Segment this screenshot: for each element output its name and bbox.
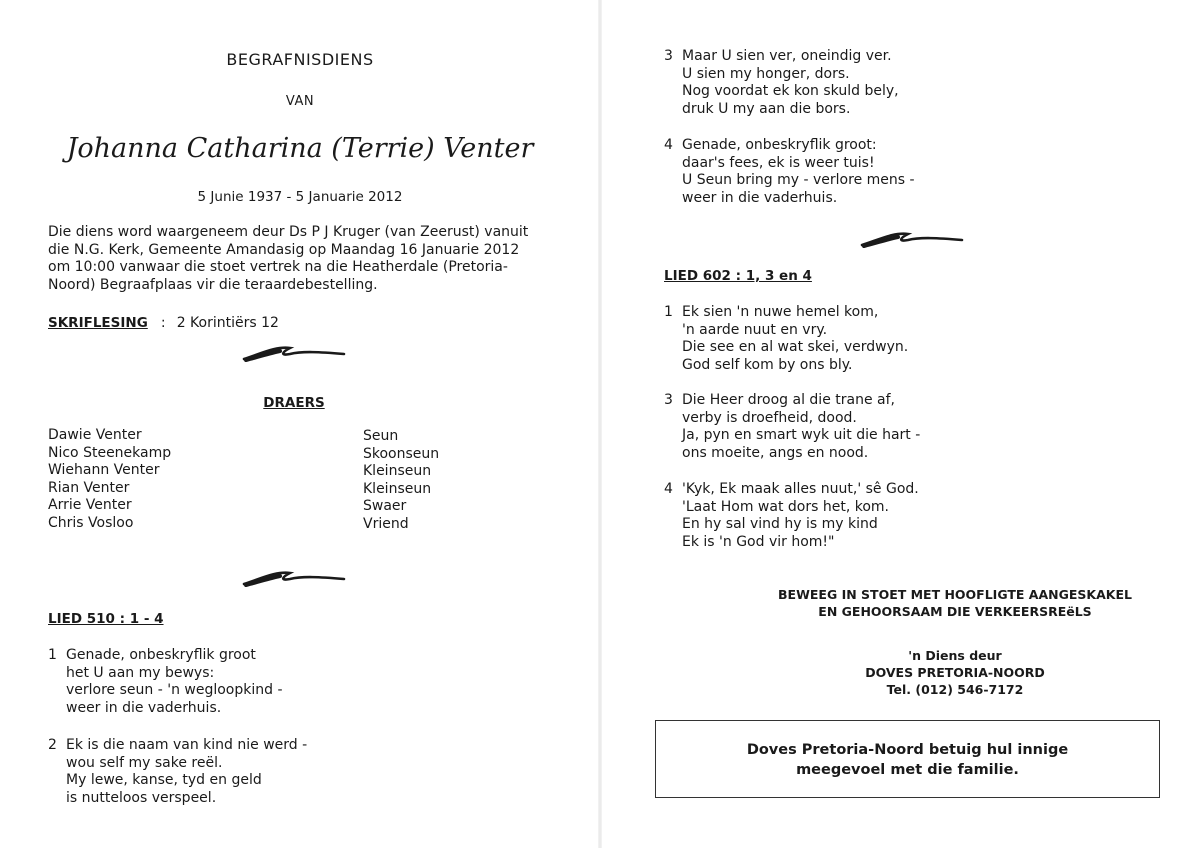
program-title: BEGRAFNISDIENS [226, 50, 374, 69]
stanza-line: Nog voordat ek kon skuld bely, [682, 83, 899, 99]
stanza-number: 3 [664, 392, 673, 408]
stanza-line: Genade, onbeskryflik groot [66, 647, 256, 663]
notice-line: BEWEEG IN STOET MET HOOFLIGTE AANGESKAKEL [778, 587, 1132, 602]
service-description [48, 224, 568, 294]
notice-line: EN GEHOORSAAM DIE VERKEERSREëLS [818, 604, 1092, 619]
stanza-line: Ja, pyn en smart wyk uit die hart - [682, 427, 921, 443]
bearer-name: Rian Venter [48, 479, 130, 496]
stanza-number: 3 [664, 48, 673, 64]
stanza-line: U Seun bring my - verlore mens - [682, 172, 915, 188]
hymn-602-heading: LIED 602 : 1, 3 en 4 [664, 268, 812, 284]
procession-notice [690, 586, 1200, 620]
swirl-divider-icon [858, 228, 968, 250]
bearer-name: Dawie Venter [48, 427, 142, 443]
stanza-number: 4 [664, 137, 673, 153]
stanza-number: 2 [48, 737, 57, 753]
condolence-box [655, 720, 1160, 798]
life-dates: 5 Junie 1937 - 5 Januarie 2012 [197, 189, 403, 205]
stanza-line: ons moeite, angs en nood. [682, 444, 869, 461]
undertaker-name: DOVES PRETORIA-NOORD [865, 665, 1045, 680]
stanza-line: verby is droefheid, dood. [682, 409, 857, 426]
undertaker-line: 'n Diens deur [908, 648, 1002, 663]
service-line: die N.G. Kerk, Gemeente Amandasig op Maandag 16 Januarie 2012 [48, 241, 520, 258]
stanza-line: Maar U sien ver, oneindig ver. [682, 48, 892, 64]
stanza-line: 'n aarde nuut en vry. [682, 321, 828, 338]
stanza-line: Ek is 'n God vir hom!" [682, 533, 835, 550]
bearer-name: Arrie Venter [48, 497, 132, 513]
swirl-divider-icon [240, 567, 350, 589]
stanza-line: En hy sal vind hy is my kind [682, 516, 878, 532]
stanza-line: U sien my honger, dors. [682, 65, 850, 82]
condolence-line: meegevoel met die familie. [796, 762, 1019, 778]
stanza-line: is nutteloos verspeel. [66, 789, 217, 806]
condolence-line: Doves Pretoria-Noord betuig hul innige [746, 742, 1069, 758]
bearer-relation: Kleinseun [363, 463, 432, 479]
swirl-divider-icon [240, 342, 350, 364]
bearer-relation: Swaer [363, 498, 407, 514]
stanza-line: weer in die vaderhuis. [66, 699, 222, 716]
stanza-number: 1 [664, 304, 673, 320]
stanza-number: 4 [664, 481, 673, 497]
stanza-line: My lewe, kanse, tyd en geld [66, 772, 262, 788]
bearer-relation: Kleinseun [363, 480, 432, 497]
bearer-names [48, 427, 171, 532]
stanza-line: 'Kyk, Ek maak alles nuut,' sê God. [682, 481, 919, 497]
stanza-line: wou self my sake reël. [66, 754, 223, 771]
service-line: Noord) Begraafplaas vir die teraardebestelling. [48, 276, 378, 293]
stanza-line: weer in die vaderhuis. [682, 189, 838, 206]
stanza-line: God self kom by ons bly. [682, 356, 853, 373]
service-line: om 10:00 vanwaar die stoet vertrek na die Heatherdale (Pretoria- [48, 259, 508, 275]
stanza-line: Genade, onbeskryflik groot: [682, 137, 877, 153]
stanza-number: 1 [48, 647, 57, 663]
bearers-heading: DRAERS [263, 395, 325, 411]
stanza-line: 'Laat Hom wat dors het, kom. [682, 498, 889, 515]
hymn-510-heading: LIED 510 : 1 - 4 [48, 611, 164, 627]
bearer-relation: Skoonseun [363, 445, 440, 462]
stanza-line: Ek is die naam van kind nie werd - [66, 737, 308, 753]
bearer-name: Wiehann Venter [48, 462, 160, 478]
service-line: Die diens word waargeneem deur Ds P J Kruger (van Zeerust) vanuit [48, 224, 529, 240]
scripture-separator: : [160, 315, 166, 331]
van-label: VAN [285, 94, 315, 109]
right-page [600, 0, 1200, 848]
undertaker-phone: Tel. (012) 546-7172 [886, 682, 1024, 697]
deceased-name: Johanna Catharina (Terrie) Venter [66, 133, 534, 164]
scripture-reading [48, 312, 279, 331]
stanza-line: Die Heer droog al die trane af, [682, 392, 895, 408]
bearer-relation: Seun [363, 428, 399, 444]
scripture-label: SKRIFLESING [48, 315, 148, 331]
stanza-line: het U aan my bewys: [66, 664, 215, 681]
stanza-line: verlore seun - 'n wegloopkind - [66, 682, 283, 698]
bearer-name: Chris Vosloo [48, 514, 134, 531]
stanza-line: daar's fees, ek is weer tuis! [682, 154, 875, 171]
undertaker-info [690, 647, 1200, 698]
stanza-line: Die see en al wat skei, verdwyn. [682, 339, 909, 355]
stanza-line: druk U my aan die bors. [682, 100, 851, 117]
bearer-relation: Vriend [363, 515, 409, 532]
bearer-name: Nico Steenekamp [48, 444, 172, 461]
stanza-line: Ek sien 'n nuwe hemel kom, [682, 304, 879, 320]
scripture-text: 2 Korintiërs 12 [176, 315, 279, 331]
bearer-relations [363, 428, 439, 533]
